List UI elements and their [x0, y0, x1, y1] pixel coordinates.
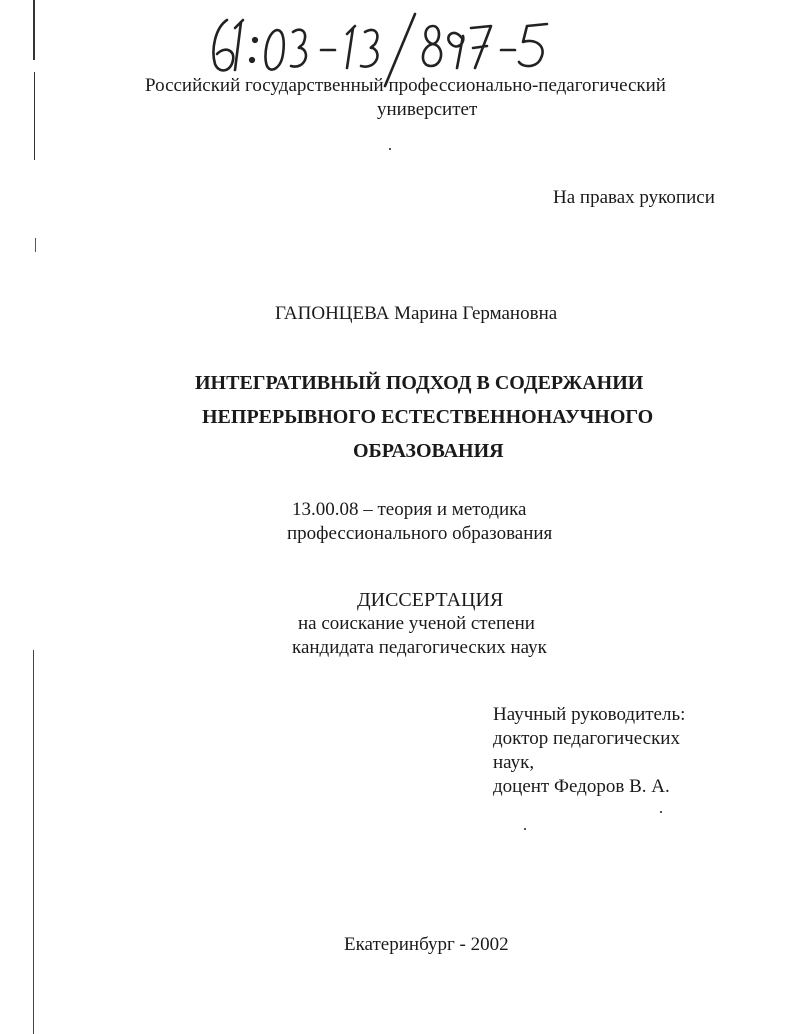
- scan-edge-line: [35, 238, 36, 252]
- scan-edge-line: [33, 0, 35, 60]
- rights-note: На правах рукописи: [553, 187, 715, 208]
- university-name-line2: университет: [377, 99, 478, 120]
- scan-speck: [660, 811, 662, 813]
- supervisor-degree-line2: наук,: [493, 752, 535, 773]
- degree-line2: кандидата педагогических наук: [292, 637, 547, 658]
- scan-edge-line: [34, 72, 35, 160]
- supervisor-degree-line1: доктор педагогических: [493, 728, 680, 749]
- university-name-line1: Российский государственный профессионально-педагогический: [145, 75, 666, 96]
- scan-edge-line: [33, 650, 34, 1034]
- dissertation-title-line2: НЕПРЕРЫВНОГО ЕСТЕСТВЕННОНАУЧНОГО: [202, 406, 654, 428]
- dissertation-title-line1: ИНТЕГРАТИВНЫЙ ПОДХОД В СОДЕРЖАНИИ: [195, 372, 644, 394]
- city-year: Екатеринбург - 2002: [344, 934, 509, 955]
- supervisor-name: доцент Федоров В. А.: [493, 776, 670, 797]
- scan-speck: [524, 828, 526, 830]
- specialty-code-line1: 13.00.08 – теория и методика: [292, 499, 527, 520]
- dissertation-heading: ДИССЕРТАЦИЯ: [357, 589, 504, 611]
- degree-line1: на соискание ученой степени: [298, 613, 535, 634]
- scan-speck: [389, 148, 391, 150]
- supervisor-label: Научный руководитель:: [493, 704, 686, 725]
- author-name: ГАПОНЦЕВА Марина Германовна: [275, 303, 558, 324]
- dissertation-title-line3: ОБРАЗОВАНИЯ: [353, 440, 504, 462]
- specialty-code-line2: профессионального образования: [287, 523, 553, 544]
